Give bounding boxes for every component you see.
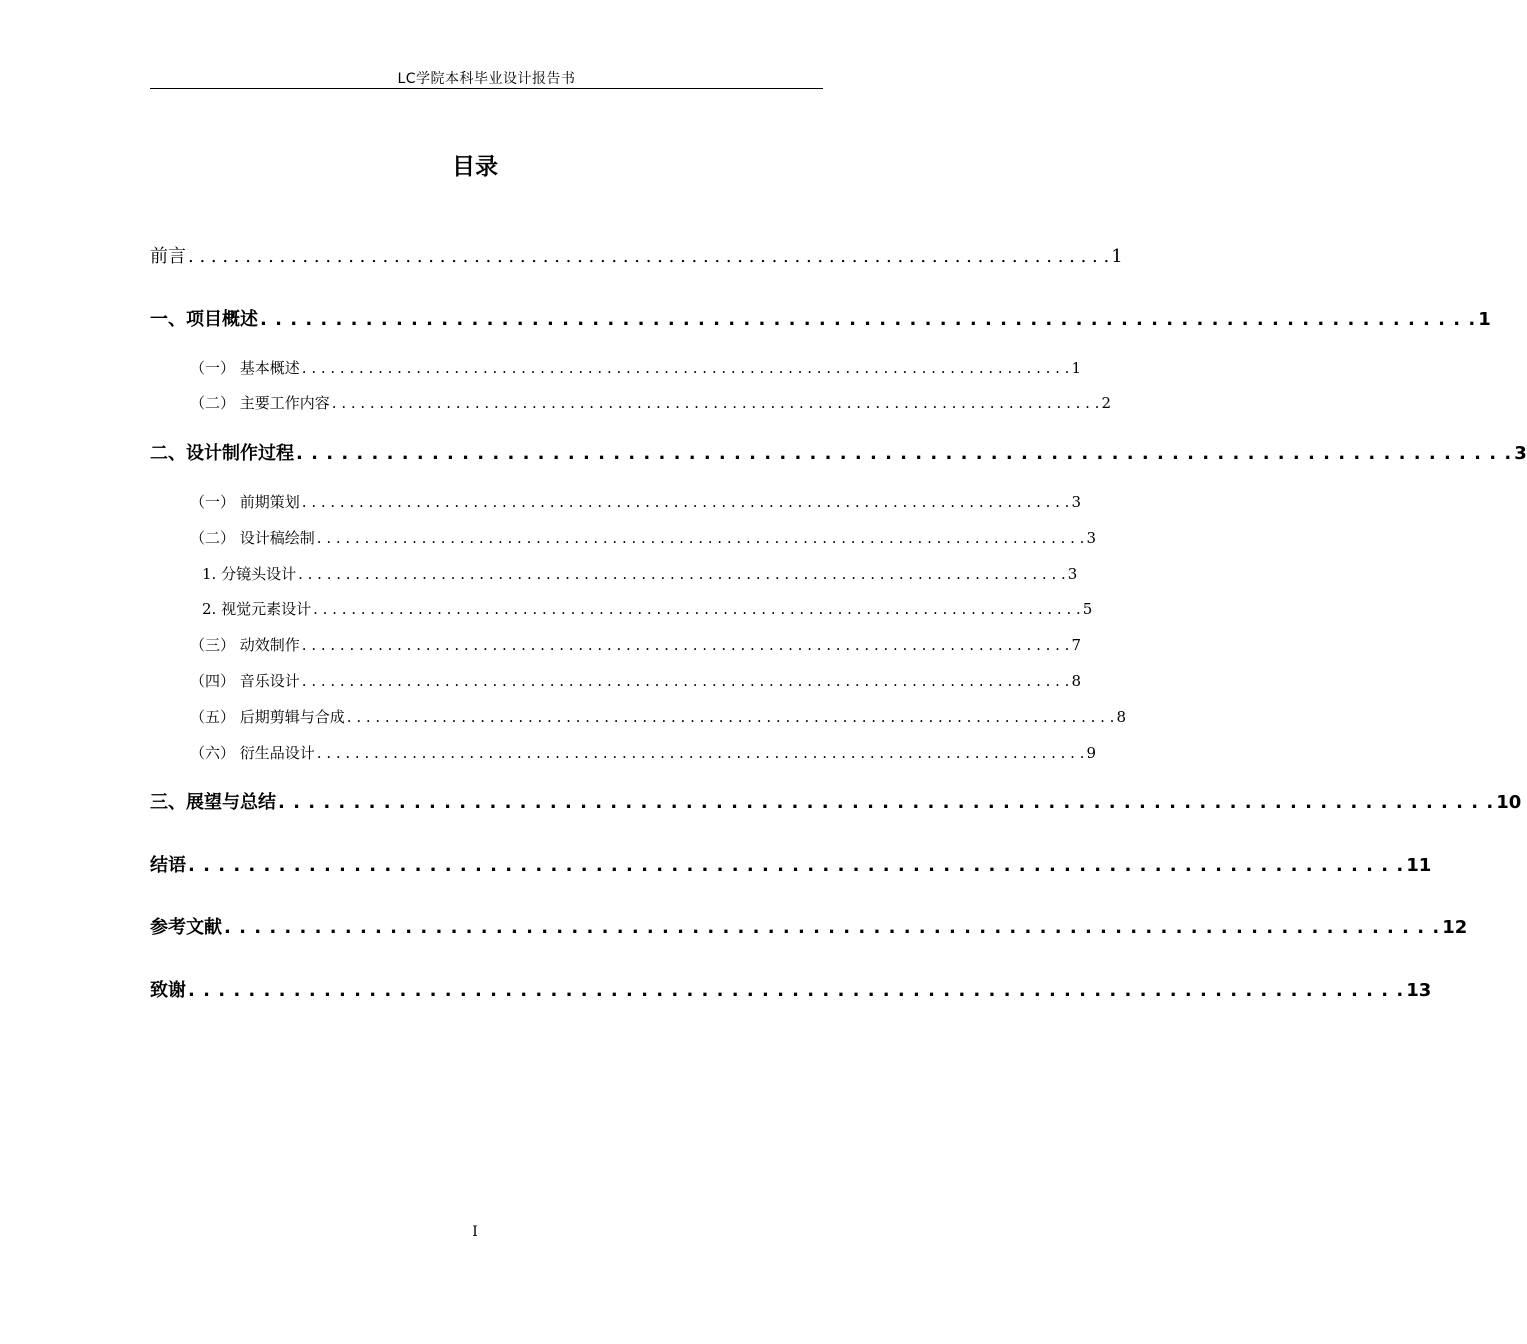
- toc-entry-page: 11: [1406, 855, 1432, 876]
- toc-entry[interactable]: [150, 976, 1432, 1002]
- toc-leader: . . . . . . . . . . . . . . . . . . . . . . . . . . . . . . . . . . . . . . . . . . . . . . . . . . . . . . . . . . . . . . . . . . . . . . . . . . . . . . . . .: [278, 792, 1495, 813]
- toc-entry-page: 8: [1071, 672, 1081, 690]
- toc-leader: . . . . . . . . . . . . . . . . . . . . . . . . . . . . . . . . . . . . . . . . . . . . . . . . . . . . . . . . . . . . . . . . . . . . . . . . . . . . . . . . .: [188, 246, 1110, 267]
- toc-entry[interactable]: [190, 742, 1096, 763]
- toc-entry[interactable]: [150, 242, 1123, 268]
- toc-leader: . . . . . . . . . . . . . . . . . . . . . . . . . . . . . . . . . . . . . . . . . . . . . . . . . . . . . . . . . . . . . . . . . . . . . . . . . . . . . . . . .: [331, 394, 1100, 412]
- toc-leader: . . . . . . . . . . . . . . . . . . . . . . . . . . . . . . . . . . . . . . . . . . . . . . . . . . . . . . . . . . . . . . . . . . . . . . . . . . . . . . . . .: [188, 980, 1405, 1001]
- toc-leader: . . . . . . . . . . . . . . . . . . . . . . . . . . . . . . . . . . . . . . . . . . . . . . . . . . . . . . . . . . . . . . . . . . . . . . . . . . . . . . . . .: [301, 672, 1070, 690]
- toc-entry[interactable]: [190, 357, 1081, 378]
- toc-entry[interactable]: [150, 913, 1468, 939]
- toc-entry-page: 3: [1514, 443, 1527, 464]
- toc-leader: . . . . . . . . . . . . . . . . . . . . . . . . . . . . . . . . . . . . . . . . . . . . . . . . . . . . . . . . . . . . . . . . . . . . . . . . . . . . . . . . .: [301, 493, 1070, 511]
- toc-entry-label: （三） 动效制作: [190, 636, 300, 654]
- toc-entry-page: 1: [1111, 246, 1123, 267]
- toc-leader: . . . . . . . . . . . . . . . . . . . . . . . . . . . . . . . . . . . . . . . . . . . . . . . . . . . . . . . . . . . . . . . . . . . . . . . . . . . . . . . . .: [313, 600, 1081, 618]
- toc-entry[interactable]: [190, 491, 1081, 512]
- toc-title: 目录: [452, 154, 498, 180]
- toc-entry-label: （一） 前期策划: [190, 493, 300, 511]
- toc-leader: . . . . . . . . . . . . . . . . . . . . . . . . . . . . . . . . . . . . . . . . . . . . . . . . . . . . . . . . . . . . . . . . . . . . . . . . . . . . . . . . .: [316, 744, 1085, 762]
- toc-leader: . . . . . . . . . . . . . . . . . . . . . . . . . . . . . . . . . . . . . . . . . . . . . . . . . . . . . . . . . . . . . . . . . . . . . . . . . . . . . . . . .: [260, 309, 1477, 330]
- toc-entry[interactable]: [202, 563, 1078, 584]
- toc-entry-page: 1: [1478, 309, 1491, 330]
- toc-leader: . . . . . . . . . . . . . . . . . . . . . . . . . . . . . . . . . . . . . . . . . . . . . . . . . . . . . . . . . . . . . . . . . . . . . . . . . . . . . . . . .: [298, 565, 1066, 583]
- toc-entry-page: 12: [1442, 917, 1468, 938]
- toc-entry[interactable]: [190, 670, 1081, 691]
- toc-entry-page: 9: [1086, 744, 1096, 762]
- toc-leader: . . . . . . . . . . . . . . . . . . . . . . . . . . . . . . . . . . . . . . . . . . . . . . . . . . . . . . . . . . . . . . . . . . . . . . . . . . . . . . . . .: [301, 636, 1070, 654]
- toc-entry[interactable]: [150, 788, 1522, 814]
- toc-entry-page: 3: [1086, 529, 1096, 547]
- toc-entry-label: 致谢: [150, 980, 186, 1001]
- toc-entry[interactable]: [190, 527, 1096, 548]
- toc-leader: . . . . . . . . . . . . . . . . . . . . . . . . . . . . . . . . . . . . . . . . . . . . . . . . . . . . . . . . . . . . . . . . . . . . . . . . . . . . . . . . .: [346, 708, 1115, 726]
- toc-leader: . . . . . . . . . . . . . . . . . . . . . . . . . . . . . . . . . . . . . . . . . . . . . . . . . . . . . . . . . . . . . . . . . . . . . . . . . . . . . . . . .: [301, 359, 1070, 377]
- toc-entry[interactable]: [190, 706, 1126, 727]
- toc-entry-label: 2. 视觉元素设计: [202, 600, 312, 618]
- toc-leader: . . . . . . . . . . . . . . . . . . . . . . . . . . . . . . . . . . . . . . . . . . . . . . . . . . . . . . . . . . . . . . . . . . . . . . . . . . . . . . . . .: [316, 529, 1085, 547]
- toc-entry-label: 三、展望与总结: [150, 792, 276, 813]
- toc-entry-page: 3: [1071, 493, 1081, 511]
- toc-entry[interactable]: [190, 634, 1081, 655]
- toc-entry[interactable]: [202, 598, 1093, 619]
- toc-entry-page: 10: [1496, 792, 1522, 813]
- toc-entry-label: （五） 后期剪辑与合成: [190, 708, 345, 726]
- toc-entry-page: 7: [1071, 636, 1081, 654]
- toc-entry-label: （一） 基本概述: [190, 359, 300, 377]
- toc-entry-label: 二、设计制作过程: [150, 443, 294, 464]
- toc-entry-label: （二） 主要工作内容: [190, 394, 330, 412]
- toc-entry-label: 1. 分镜头设计: [202, 565, 297, 583]
- toc-entry[interactable]: [190, 392, 1111, 413]
- header-rule: [150, 88, 823, 89]
- toc-entry-page: 2: [1101, 394, 1111, 412]
- toc-entry-page: 8: [1116, 708, 1126, 726]
- toc-entry-page: 5: [1082, 600, 1093, 618]
- toc-entry-page: 13: [1406, 980, 1432, 1001]
- toc-leader: . . . . . . . . . . . . . . . . . . . . . . . . . . . . . . . . . . . . . . . . . . . . . . . . . . . . . . . . . . . . . . . . . . . . . . . . . . . . . . . . .: [224, 917, 1441, 938]
- toc-entry-label: 前言: [150, 246, 186, 267]
- toc-entry[interactable]: [150, 305, 1491, 331]
- page-number: I: [472, 1224, 478, 1240]
- page-header: LC学院本科毕业设计报告书: [397, 71, 576, 87]
- toc-leader: . . . . . . . . . . . . . . . . . . . . . . . . . . . . . . . . . . . . . . . . . . . . . . . . . . . . . . . . . . . . . . . . . . . . . . . . . . . . . . . . .: [296, 443, 1513, 464]
- toc-entry-label: （六） 衍生品设计: [190, 744, 315, 762]
- toc-entry-label: 一、项目概述: [150, 309, 258, 330]
- toc-entry-label: 参考文献: [150, 917, 222, 938]
- toc-entry-label: （二） 设计稿绘制: [190, 529, 315, 547]
- toc-entry[interactable]: [150, 851, 1432, 877]
- toc-entry-page: 1: [1071, 359, 1081, 377]
- toc-entry[interactable]: [150, 439, 1527, 465]
- toc-entry-label: （四） 音乐设计: [190, 672, 300, 690]
- toc-leader: . . . . . . . . . . . . . . . . . . . . . . . . . . . . . . . . . . . . . . . . . . . . . . . . . . . . . . . . . . . . . . . . . . . . . . . . . . . . . . . . .: [188, 855, 1405, 876]
- toc-entry-label: 结语: [150, 855, 186, 876]
- toc-entry-page: 3: [1067, 565, 1078, 583]
